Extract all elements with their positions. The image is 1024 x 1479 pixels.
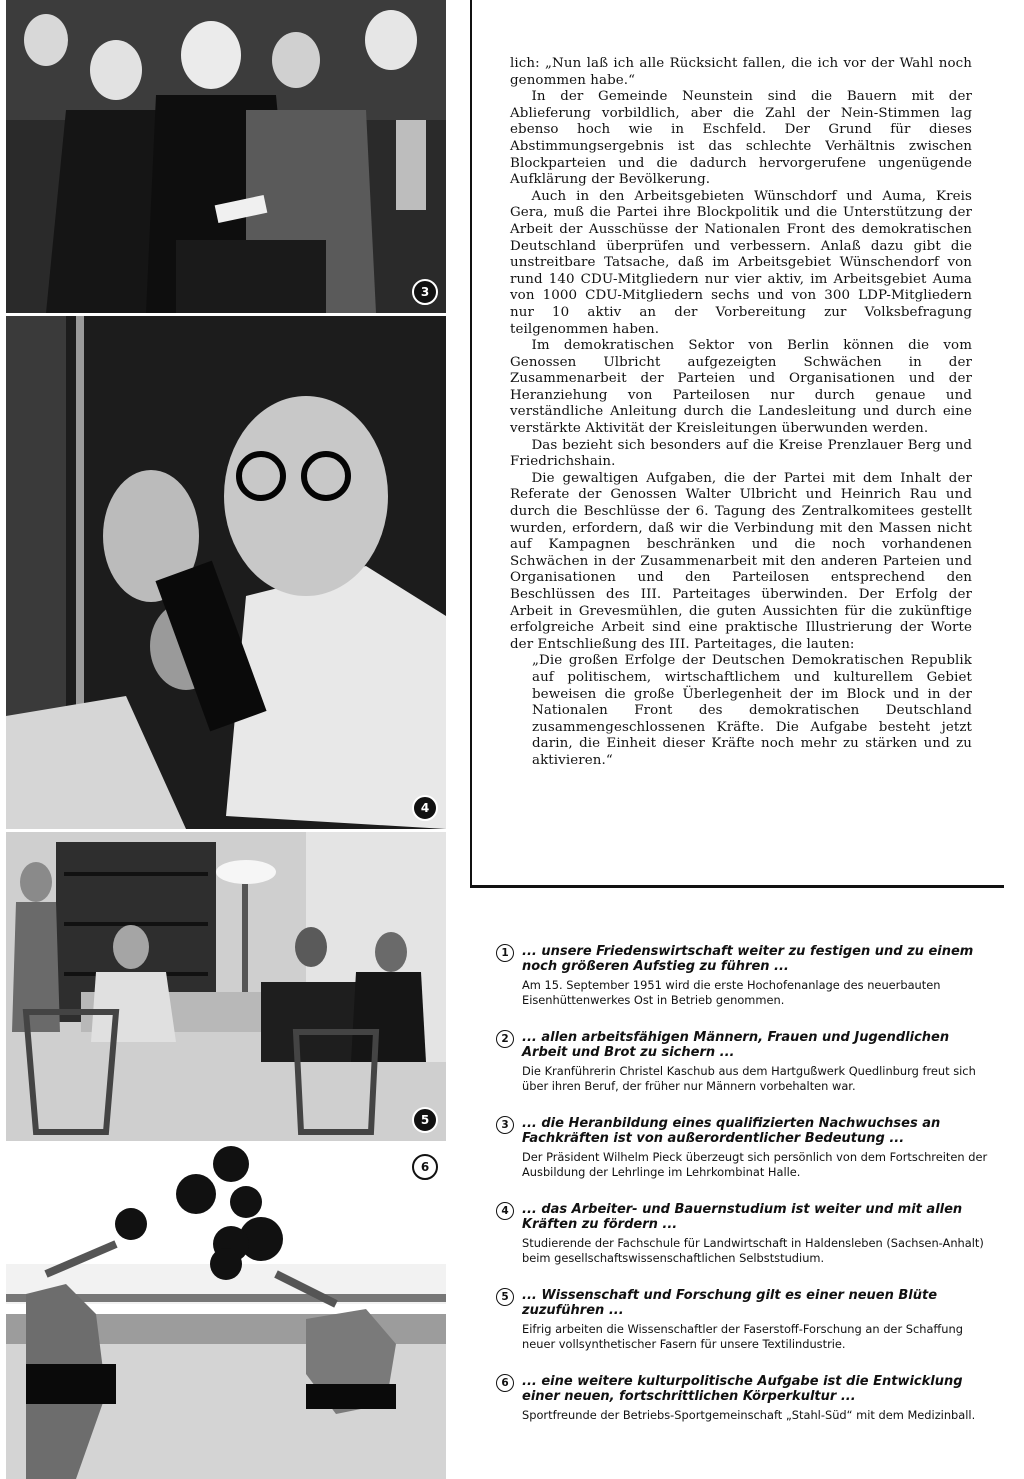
caption-1 — [496, 944, 996, 1007]
photo-6-medicine-ball — [6, 1144, 446, 1479]
photo-6-image — [6, 1144, 446, 1479]
article-text-box — [470, 0, 1004, 888]
caption-text: Sportfreunde der Betriebs-Sportgemeinschaft „Stahl-Süd“ mit dem Medizinball. — [522, 1408, 976, 1422]
photo-5-scientists — [6, 832, 446, 1141]
article-paragraph: lich: „Nun laß ich alle Rücksicht fallen, die ich vor der Wahl noch genommen habe.“ — [510, 56, 972, 88]
photo-5-image — [6, 832, 446, 1141]
caption-6 — [496, 1374, 996, 1423]
article-paragraph: Im demokratischen Sektor von Berlin können die vom Genossen Ulbricht aufgezeigten Schwächen in der Zusammenarbeit der Parteien und Organisationen und der Heranziehung von Parteilosen nur durch genaue und verständliche Anleitung durch die Landesleitung und durch eine verstärkte Aktivität der Kreisleitungen überwunden werden. — [510, 338, 972, 437]
caption-4 — [496, 1202, 996, 1265]
photo-captions — [496, 944, 996, 1446]
caption-text: Eifrig arbeiten die Wissenschaftler der Faserstoff-Forschung an der Schaffung neuer vollsynthetischer Fasern für unsere Textilindustrie. — [522, 1322, 963, 1351]
photo-number-badge: 5 — [412, 1107, 438, 1133]
caption-text: Die Kranführerin Christel Kaschub aus dem Hartgußwerk Quedlinburg freut sich über ihren Beruf, der früher nur Männern vorbehalten war. — [522, 1064, 976, 1093]
caption-number-badge: 5 — [496, 1288, 514, 1306]
caption-number-badge: 4 — [496, 1202, 514, 1220]
photo-number-badge: 6 — [412, 1154, 438, 1180]
caption-heading: ... Wissenschaft und Forschung gilt es einer neuen Blüte zuzuführen ... — [522, 1288, 938, 1318]
caption-heading: ... unsere Friedenswirtschaft weiter zu festigen und zu einem noch größeren Aufstieg zu führen ... — [522, 944, 974, 974]
article-paragraph: In der Gemeinde Neunstein sind die Bauern mit der Ablieferung vorbildlich, aber die Zahl der Nein-Stimmen lag ebenso hoch wie in Eschfeld. Der Grund für dieses Abstimmungsergebnis ist das schlechte Verhältnis zwischen Blockparteien und die dadurch hervorgerufene ungenügende Aufklärung der Bevölkerung. — [510, 89, 972, 188]
caption-text: Der Präsident Wilhelm Pieck überzeugt sich persönlich von dem Fortschreiten der Ausbildung der Lehrlinge im Lehrkombinat Halle. — [522, 1150, 988, 1179]
caption-heading: ... allen arbeitsfähigen Männern, Frauen und Jugendlichen Arbeit und Brot zu sichern ... — [522, 1030, 950, 1060]
caption-heading: ... eine weitere kulturpolitische Aufgabe ist die Entwicklung einer neuen, fortschrittlichen Körperkultur ... — [522, 1374, 963, 1404]
caption-2 — [496, 1030, 996, 1093]
article-paragraph: Die gewaltigen Aufgaben, die der Partei mit dem Inhalt der Referate der Genossen Walter Ulbricht und Heinrich Rau und durch die Beschlüsse der 6. Tagung des Zentralkomitees gestellt wurden, erfordern, daß wir die Verbindung mit den Massen nicht auf Kampagnen beschränken und die noch vorhandenen Schwächen in der Zusammenarbeit mit den anderen Parteien und Organisationen und den Parteilosen entsprechend den Beschlüssen des III. Parteitages überwinden. Der Erfolg der Arbeit in Grevesmühlen, die guten Aussichten für die zukünftige erfolgreiche Arbeit sind eine praktische Illustrierung der Worte der Entschließung des III. Parteitages, die lauten: — [510, 470, 972, 652]
caption-heading: ... das Arbeiter- und Bauernstudium ist weiter und mit allen Kräften zu fördern ... — [522, 1202, 963, 1232]
photo-number-badge: 4 — [412, 795, 438, 821]
caption-5 — [496, 1288, 996, 1351]
caption-3 — [496, 1116, 996, 1179]
photo-4-students-study — [6, 316, 446, 829]
caption-heading: ... die Heranbildung eines qualifizierten Nachwuchses an Fachkräften ist von außerordentlicher Bedeutung ... — [522, 1116, 941, 1146]
caption-text: Am 15. September 1951 wird die erste Hochofenanlage des neuerbauten Eisenhüttenwerkes Ost in Betrieb genommen. — [522, 978, 941, 1007]
photo-3-image — [6, 0, 446, 313]
photo-4-image — [6, 316, 446, 829]
photo-number-badge: 3 — [412, 279, 438, 305]
article-paragraph: Das bezieht sich besonders auf die Kreise Prenzlauer Berg und Friedrichshain. — [510, 437, 972, 470]
article-quote: „Die großen Erfolge der Deutschen Demokratischen Republik auf politischem, wirtschaftlichem und kulturellem Gebiet beweisen die große Überlegenheit der im Block und in der Nationalen Front des demokratischen Deutschland zusammengeschlossenen Kräfte. Die Aufgabe besteht jetzt darin, die Einheit dieser Kräfte noch mehr zu stärken und zu aktivieren.“ — [532, 653, 972, 768]
caption-number-badge: 2 — [496, 1030, 514, 1048]
caption-text: Studierende der Fachschule für Landwirtschaft in Haldensleben (Sachsen-Anhalt) beim gesellschaftswissenschaftlichen Selbststudium. — [522, 1236, 984, 1265]
caption-number-badge: 6 — [496, 1374, 514, 1392]
caption-number-badge: 3 — [496, 1116, 514, 1134]
article-paragraph: Auch in den Arbeitsgebieten Wünschdorf und Auma, Kreis Gera, muß die Partei ihre Blockpolitik und die Unterstützung der Arbeit der Ausschüsse der Nationalen Front des demokratischen Deutschland überprüfen und verbessern. Anlaß dazu gibt die unstreitbare Tatsache, daß im Arbeitsgebiet Wünschendorf von rund 140 CDU-Mitgliedern nur vier aktiv, im Arbeitsgebiet Auma von 1000 CDU-Mitgliedern sechs und von 300 LDP-Mitgliedern nur 10 aktiv an der Vorbereitung zur Volksbefragung teilgenommen haben. — [510, 188, 972, 337]
photo-3-pieck-apprentices — [6, 0, 446, 313]
article-body — [510, 56, 972, 770]
caption-number-badge: 1 — [496, 944, 514, 962]
